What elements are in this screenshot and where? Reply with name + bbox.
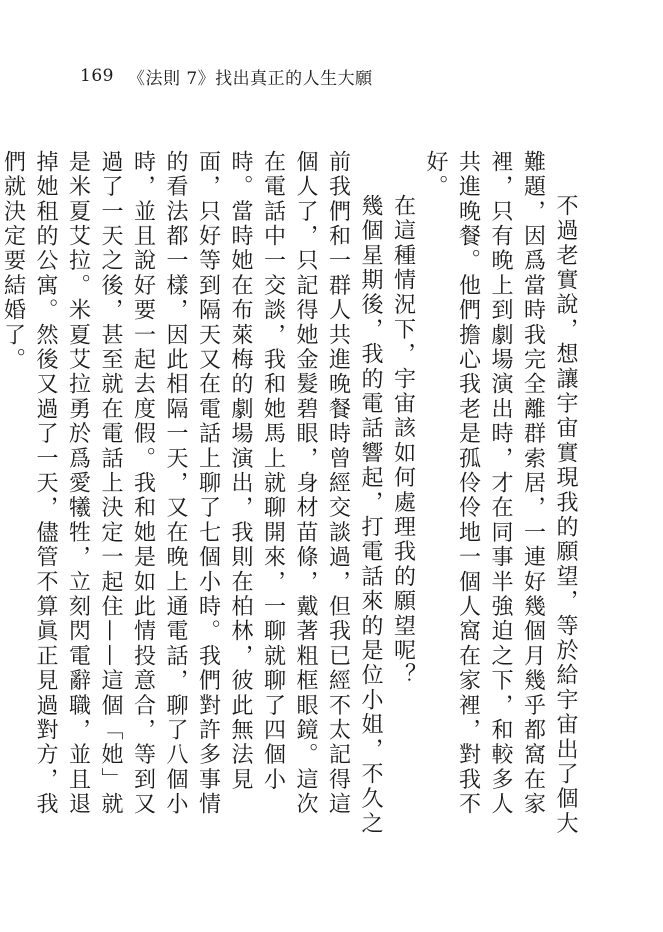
page-number: 169 bbox=[80, 66, 114, 86]
paragraph-3: 幾個星期後，我的電話響起，打電話來的是位小姐，不久之前我們和一群人共進晚餐時曾經交談過，但我已經不太記得這個人了，只記得她金髮碧眼，身材苗條，戴著粗框眼鏡。這次在電話中一交談，我和她馬上就聊開來，一聊就聊了四個小時。當時她在布萊梅的劇場演出，我則在柏林，彼此無法見面，只好等到隔天又在電話上聊了七個小時。我們對許多事情的看法都一樣，因此相隔一天，又在晚上通電話，聊了八個小時，並且說好要一起去度假。我和她是如此情投意合，等到又過了一天之後，甚至就在電話上決定一起住——這個「她」就是米夏艾拉。米夏艾拉勇於爲愛犧牲，立刻閃電辭職，並且退掉她租的公寓。然後又過了一天，儘管不算眞正見過對方，我們就決定要結婚了。 bbox=[0, 150, 383, 837]
chapter-title: 《法則 7》找出真正的人生大願 bbox=[127, 68, 373, 89]
body-text bbox=[0, 150, 581, 840]
running-header bbox=[80, 64, 373, 88]
paragraph-2: 在這種情況下，宇宙該如何處理我的願望呢？ bbox=[390, 194, 416, 688]
paragraph-1: 不過老實說，想讓宇宙實現我的願望，等於給宇宙出了個大難題，因爲當時我完全離群索居，一連好幾個月幾乎都窩在家裡，只有晚上到劇場演出時，才在同事半強迫之下，和較多人共進晚餐。他們擔心我老是孤伶伶地一個人窩在家裡，對我不好。 bbox=[423, 150, 578, 837]
